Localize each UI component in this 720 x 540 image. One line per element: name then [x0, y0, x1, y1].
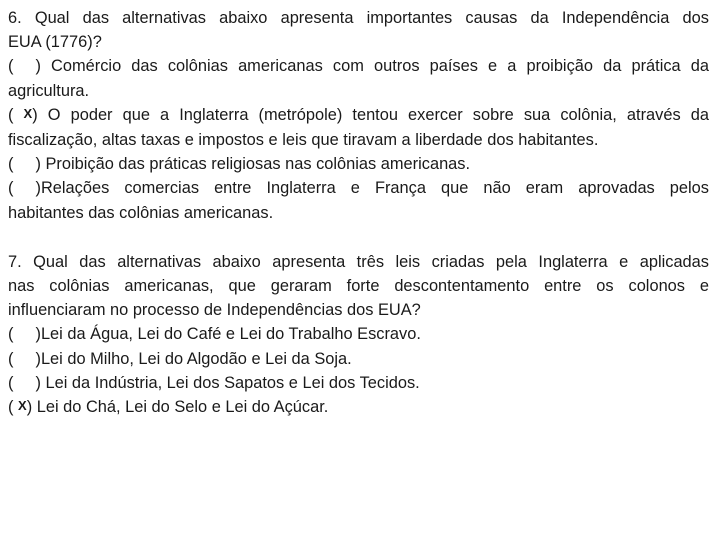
option-open-paren: (: [8, 373, 14, 392]
question-7-option-a-text: Lei da Água, Lei do Café e Lei do Trabalho Escravo.: [40, 325, 421, 344]
question-7-option-b-line-1: [8, 347, 709, 371]
option-open-paren: (: [8, 349, 14, 368]
option-open-paren: (: [8, 155, 14, 174]
question-7-option-a-line-1: [8, 322, 709, 346]
option-open-paren: (: [8, 398, 14, 417]
question-6-option-d-text: Relações comercias entre Inglaterra e França que não eram aprovadas pelos: [40, 179, 709, 198]
question-6-option-a-text: Comércio das colônias americanas com outros países e a proibição da prática da: [51, 57, 709, 76]
checkmark-x: X: [18, 398, 27, 414]
question-7-option-c-text: Lei da Indústria, Lei dos Sapatos e Lei dos Tecidos.: [45, 373, 420, 392]
question-6-stem-line-2: EUA (1776)?: [8, 33, 102, 52]
question-6-option-c-text: Proibição das práticas religiosas nas colônias americanas.: [45, 155, 471, 174]
question-7-stem-line-2: nas colônias americanas, que geraram forte descontentamento entre os colonos e: [8, 277, 709, 296]
option-close-paren: ): [32, 105, 38, 124]
checkmark-x: X: [23, 105, 33, 121]
question-6-option-d-line-2: habitantes das colônias americanas.: [8, 203, 274, 222]
option-close-paren: ): [26, 398, 33, 417]
question-7-stem-line-3: influenciaram no processo de Independências dos EUA?: [8, 301, 421, 320]
question-7-option-d-line-1: [8, 395, 709, 420]
question-6-option-b-line-2: fiscalização, altas taxas e impostos e leis que tiravam a liberdade dos habitantes.: [8, 131, 599, 150]
question-7-option-d-text: Lei do Chá, Lei do Selo e Lei do Açúcar.: [36, 398, 329, 417]
option-open-paren: (: [8, 325, 14, 344]
document-page: [8, 6, 709, 420]
question-7-stem-line-1: 7. Qual das alternativas abaixo apresenta três leis criadas pela Inglaterra e aplicadas: [8, 252, 709, 271]
question-6-stem-line-1: 6. Qual das alternativas abaixo apresenta importantes causas da Independência dos: [8, 9, 709, 27]
question-7-option-b-text: Lei do Milho, Lei do Algodão e Lei da Soja.: [40, 349, 352, 368]
option-open-paren: (: [8, 57, 14, 76]
option-close-paren: ): [35, 325, 41, 344]
option-close-paren: ): [35, 155, 41, 174]
option-open-paren: (: [8, 179, 14, 198]
question-6-option-a-line-2: agricultura.: [8, 81, 90, 100]
option-open-paren: (: [8, 105, 14, 124]
question-6-option-b-line-1: [8, 103, 709, 128]
question-7-option-c-line-1: [8, 371, 709, 395]
question-6: [8, 6, 709, 225]
question-6-option-b-text: O poder que a Inglaterra (metrópole) tentou exercer sobre sua colônia, através da: [47, 105, 709, 124]
option-close-paren: ): [35, 349, 41, 368]
option-close-paren: ): [35, 179, 41, 198]
question-7: [8, 250, 709, 420]
question-6-option-c-line-1: [8, 152, 709, 176]
option-close-paren: ): [35, 373, 41, 392]
question-6-option-a-line-1: [8, 54, 709, 78]
question-6-option-d-line-1: [8, 176, 709, 200]
option-close-paren: ): [35, 57, 41, 76]
